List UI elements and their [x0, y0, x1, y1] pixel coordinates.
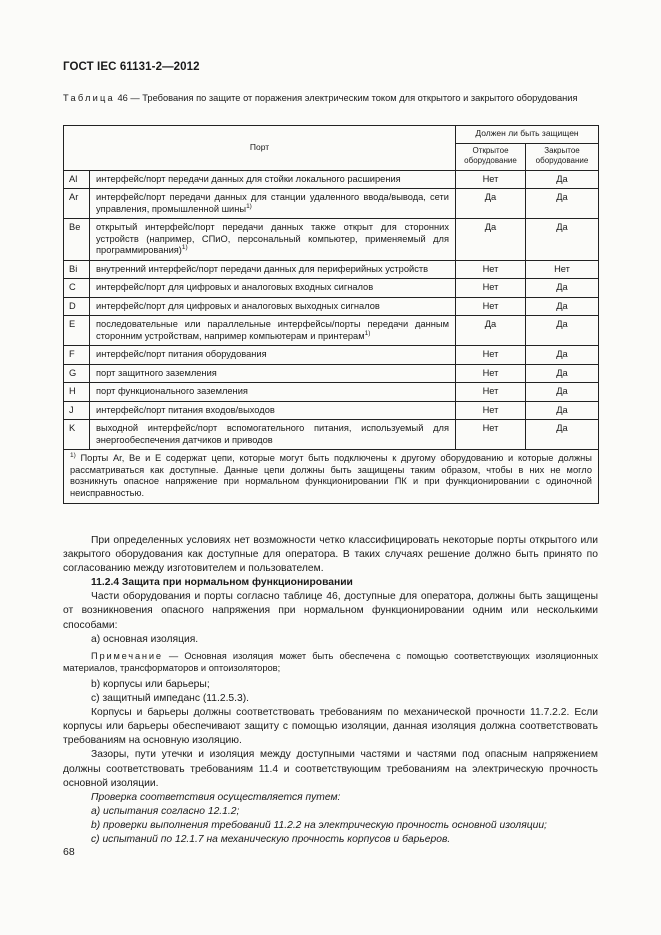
port-description — [90, 346, 456, 365]
open-equipment-value: Нет — [456, 364, 526, 383]
port-code: K — [64, 420, 90, 450]
open-equipment-value: Нет — [456, 279, 526, 298]
table-row — [64, 219, 599, 261]
table-body — [64, 170, 599, 450]
table-row — [64, 364, 599, 383]
port-description-text: внутренний интерфейс/порт передачи данных для периферийных устройств — [96, 263, 429, 274]
closed-equipment-value: Да — [526, 219, 599, 261]
port-description-text: интерфейс/порт питания входов/выходов — [96, 404, 275, 415]
port-description-text: интерфейс/порт передачи данных для станции удаленного ввода/вывода, сети управления, промышленной шины — [96, 192, 449, 214]
port-description-text: выходной интерфейс/порт вспомогательного питания, используемый для энергообеспечения датчиков и приводов — [96, 423, 449, 445]
open-equipment-value: Нет — [456, 170, 526, 189]
open-equipment-value: Нет — [456, 297, 526, 316]
list-item: а) испытания согласно 12.1.2; — [91, 805, 240, 817]
closed-equipment-value: Да — [526, 420, 599, 450]
table-row — [64, 170, 599, 189]
open-equipment-value: Да — [456, 189, 526, 219]
open-equipment-value: Нет — [456, 346, 526, 365]
port-description-text: открытый интерфейс/порт передачи данных также открыт для сторонних устройств (например, СПиО, персональный компьютер, применяемый для программирования) — [96, 222, 449, 255]
footnote-ref: 1) — [364, 329, 371, 337]
port-description — [90, 219, 456, 261]
paragraph: Зазоры, пути утечки и изоляция между доступными частями и частями под опасным напряжением должны соответствовать требованиям 11.4 и соответствующим требованиям на электрическую прочность основной изоляции. — [63, 749, 598, 789]
closed-equipment-value: Да — [526, 170, 599, 189]
port-description — [90, 420, 456, 450]
protection-group-header: Должен ли быть защищен — [456, 126, 599, 144]
list-item: с) защитный импеданс (11.2.5.3). — [91, 693, 250, 705]
port-code: J — [64, 401, 90, 420]
port-description-text: интерфейс/порт передачи данных для стойки локального расширения — [96, 173, 401, 184]
port-description — [90, 279, 456, 298]
port-description — [90, 297, 456, 316]
port-code: C — [64, 279, 90, 298]
open-equipment-value: Нет — [456, 260, 526, 279]
footnote-mark: 1) — [70, 452, 76, 459]
table-row — [64, 401, 599, 420]
section-heading: 11.2.4 Защита при нормальном функционировании — [91, 577, 353, 589]
closed-equipment-value: Да — [526, 189, 599, 219]
table-row — [64, 420, 599, 450]
page-number: 68 — [63, 846, 75, 858]
caption-label: Таблица — [63, 93, 115, 103]
port-code: Al — [64, 170, 90, 189]
table-row — [64, 316, 599, 346]
closed-equipment-value: Да — [526, 297, 599, 316]
table-row — [64, 297, 599, 316]
port-code: E — [64, 316, 90, 346]
paragraph: При определенных условиях нет возможности четко классифицировать некоторые порты открытого или закрытого оборудования как доступные для оператора. В таких случаях решение должно быть принято по согласованию между изготовителем и пользователем. — [63, 535, 598, 575]
port-code: Ar — [64, 189, 90, 219]
port-code: Be — [64, 219, 90, 261]
port-description-text: интерфейс/порт питания оборудования — [96, 349, 267, 359]
note-label: Примечание — [91, 650, 163, 661]
closed-equipment-value: Да — [526, 383, 599, 402]
port-description — [90, 383, 456, 402]
closed-equipment-value: Да — [526, 346, 599, 365]
list-item: b) проверки выполнения требований 11.2.2 на электрическую прочность основной изоляции; — [91, 819, 547, 831]
port-description-text: последовательные или параллельные интерфейсы/порты передачи данным сторонним устройствам, например компьютерам и принтерам — [96, 319, 449, 341]
protection-requirements-table — [63, 125, 599, 504]
port-description — [90, 401, 456, 420]
document-header: ГОСТ IEC 61131-2—2012 — [63, 61, 200, 73]
port-code: F — [64, 346, 90, 365]
table-row — [64, 189, 599, 219]
closed-equipment-value: Да — [526, 279, 599, 298]
port-code: Bi — [64, 260, 90, 279]
list-item: а) основная изоляция. — [91, 633, 199, 645]
list-item: b) корпусы или барьеры; — [91, 678, 210, 690]
closed-equipment-value: Да — [526, 316, 599, 346]
table-row — [64, 346, 599, 365]
open-equipment-value: Да — [456, 219, 526, 261]
port-code: H — [64, 383, 90, 402]
open-equipment-value: Нет — [456, 401, 526, 420]
closed-equipment-header: Закрытое оборудование — [526, 143, 599, 170]
closed-equipment-value: Да — [526, 364, 599, 383]
closed-equipment-value: Да — [526, 401, 599, 420]
compliance-check-heading: Проверка соответствия осуществляется путем: — [91, 791, 341, 803]
note-text: — Основная изоляция может быть обеспечена с помощью соответствующих изоляционных материалов, трансформаторов и оптоизоляторов; — [63, 650, 598, 674]
port-description-text: интерфейс/порт для цифровых и аналоговых входных сигналов — [96, 282, 374, 292]
table-row — [64, 260, 599, 279]
open-equipment-value: Нет — [456, 420, 526, 450]
footnote-ref: 1) — [246, 202, 252, 210]
port-description — [90, 260, 456, 279]
footnote-text: Порты Ar, Be и E содержат цепи, которые могут быть подключены к другому оборудованию и которые должны рассматриваться как доступные. Данные цепи должны быть защищены таким образом, чтобы в них не могло возникнуть опасное напряжение при нормальном функционировании ПК и при функционировании с одиночной неисправностью. — [70, 453, 592, 498]
paragraph: Корпусы и барьеры должны соответствовать требованиям по механической прочности 11.7.2.2. Если корпусы или барьеры обеспечивают защиту с помощью изоляции, данная изоляция должна соответствовать требованиям на основную изоляцию. — [63, 707, 598, 747]
body-text — [63, 534, 598, 847]
table-footnote-row — [64, 450, 599, 504]
port-description — [90, 170, 456, 189]
port-description — [90, 316, 456, 346]
port-description — [90, 364, 456, 383]
port-description — [90, 189, 456, 219]
port-description-text: интерфейс/порт для цифровых и аналоговых выходных сигналов — [96, 300, 380, 311]
table-header-row — [64, 126, 599, 144]
note — [63, 650, 598, 675]
table-row — [64, 383, 599, 402]
open-equipment-header: Открытое оборудование — [456, 143, 526, 170]
caption-text: 46 — Требования по защите от поражения электрическим током для открытого и закрытого оборудования — [117, 93, 578, 103]
port-column-header: Порт — [64, 126, 456, 171]
paragraph: Части оборудования и порты согласно таблице 46, доступные для оператора, должны быть защищены от возникновения опасного напряжения при нормальном функционировании одним или несколькими способами: — [63, 591, 598, 631]
port-code: D — [64, 297, 90, 316]
open-equipment-value: Да — [456, 316, 526, 346]
table-caption — [63, 92, 598, 105]
table-footnote — [64, 450, 599, 504]
table-row — [64, 279, 599, 298]
port-description-text: порт функционального заземления — [96, 386, 248, 396]
port-code: G — [64, 364, 90, 383]
port-description-text: порт защитного заземления — [96, 367, 217, 378]
closed-equipment-value: Нет — [526, 260, 599, 279]
open-equipment-value: Нет — [456, 383, 526, 402]
list-item: с) испытаний по 12.1.7 на механическую прочность корпусов и барьеров. — [91, 833, 451, 845]
footnote-ref: 1) — [181, 244, 188, 251]
